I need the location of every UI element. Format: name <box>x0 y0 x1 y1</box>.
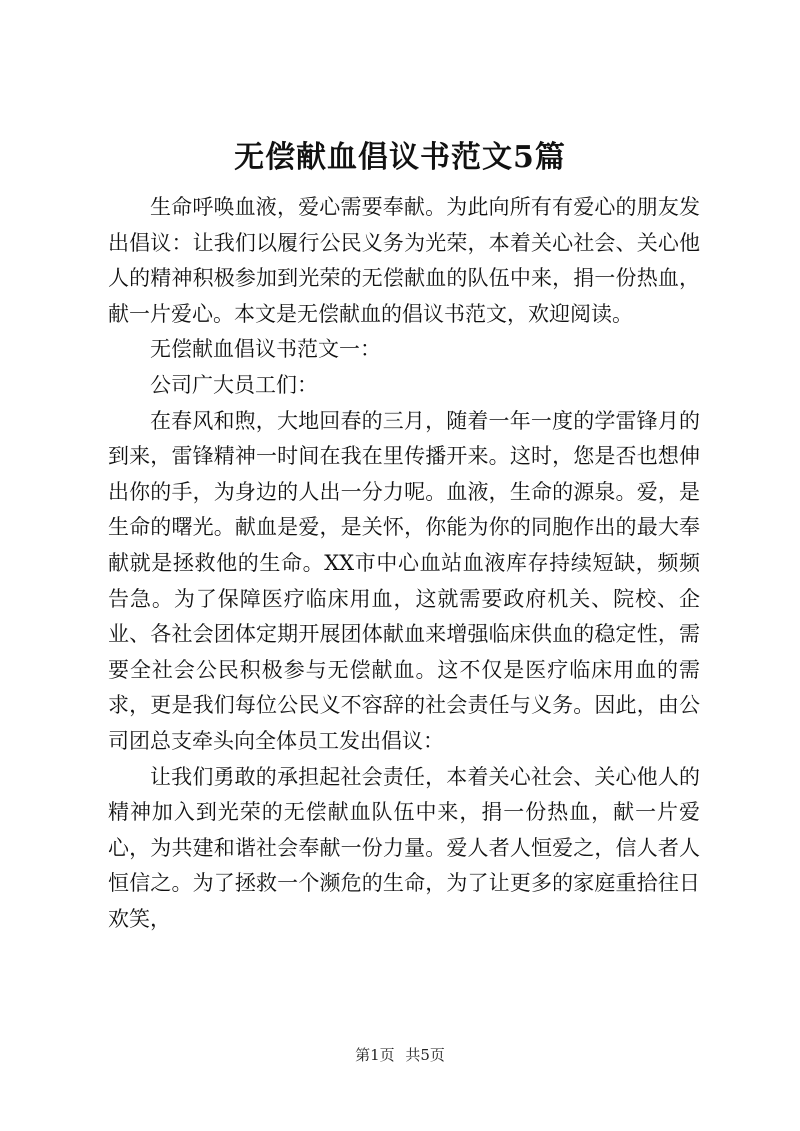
page-footer <box>0 1045 800 1065</box>
paragraph-salutation: 公司广大员工们： <box>150 372 318 397</box>
paragraph-section-heading: 无偿献血倡议书范文一： <box>150 337 381 362</box>
page-number: 第1页 <box>355 1046 395 1064</box>
page-total: 共5页 <box>405 1046 445 1064</box>
document-body <box>108 190 700 937</box>
paragraph-intro: 生命呼唤血液，爱心需要奉献。为此向所有有爱心的朋友发出倡议：让我们以履行公民义务为光荣，本着关心社会、关心他人的精神积极参加到光荣的无偿献血的队伍中来，捐一份热血，献一片爱心。本文是无偿献血的倡议书范文，欢迎阅读。 <box>108 195 700 326</box>
paragraph-body-2: 让我们勇敢的承担起社会责任，本着关心社会、关心他人的精神加入到光荣的无偿献血队伍中来，捐一份热血，献一片爱心，为共建和谐社会奉献一份力量。爱人者人恒爱之，信人者人恒信之。为了拯救一个濒危的生命，为了让更多的家庭重拾往日欢笑， <box>108 764 700 931</box>
paragraph-body-1: 在春风和煦，大地回春的三月，随着一年一度的学雷锋月的到来，雷锋精神一时间在我在里传播开来。这时，您是否也想伸出你的手，为身边的人出一分力呢。血液，生命的源泉。爱，是生命的曙光。献血是爱，是关怀，你能为你的同胞作出的最大奉献就是拯救他的生命。XX市中心血站血液库存持续短缺，频频告急。为了保障医疗临床用血，这就需要政府机关、院校、企业、各社会团体定期开展团体献血来增强临床供血的稳定性，需要全社会公民积极参与无偿献血。这不仅是医疗临床用血的需求，更是我们每位公民义不容辞的社会责任与义务。因此，由公司团总支牵头向全体员工发出倡议： <box>108 408 700 753</box>
document-title: 无偿献血倡议书范文5篇 <box>234 140 566 175</box>
